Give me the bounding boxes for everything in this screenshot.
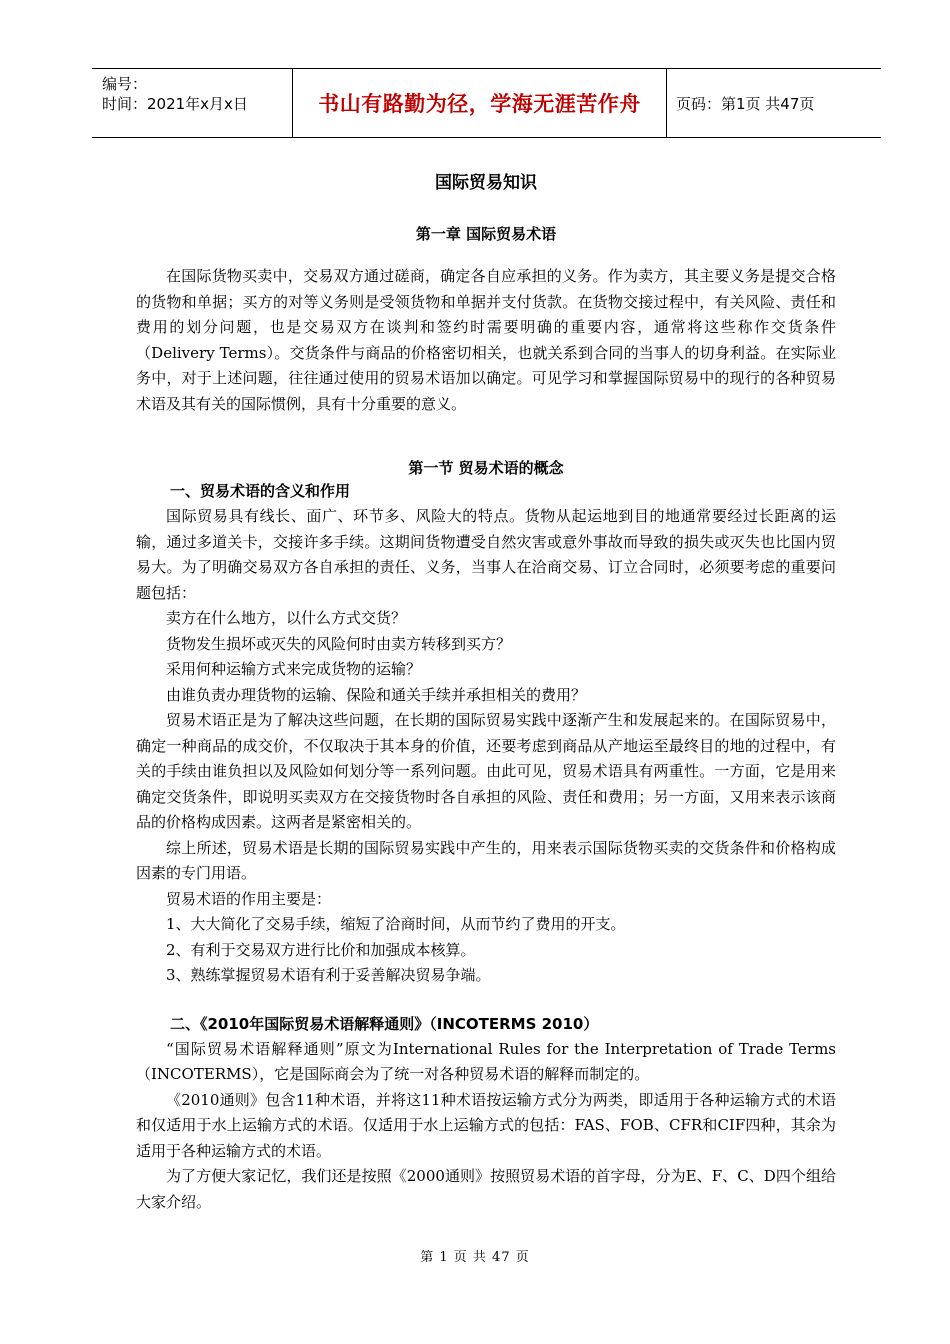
paragraph: 《2010通则》包含11种术语，并将这11种术语按运输方式分为两类，即适用于各种运输方式的术语和仅适用于水上运输方式的术语。仅适用于水上运输方式的包括：FAS、FOB、CFR和CIF四种，其余为适用于各种运输方式的术语。 <box>136 1090 836 1160</box>
document-title: 国际贸易知识 <box>435 173 537 193</box>
list-item: 1、大大简化了交易手续，缩短了洽商时间，从而节约了费用的开支。 <box>166 915 626 933</box>
question-item: 卖方在什么地方，以什么方式交货？ <box>166 609 407 627</box>
paragraph: 为了方便大家记忆，我们还是按照《2000通则》按照贸易术语的首字母，分为E、F、C、D四个组给大家介绍。 <box>136 1167 836 1211</box>
paragraph: 国际贸易具有线长、面广、环节多、风险大的特点。货物从起运地到目的地通常要经过长距离的运输，通过多道关卡，交接许多手续。这期间货物遭受自然灾害或意外事故而导致的损失或灭失也比国内贸易大。为了明确交易双方各自承担的责任、义务，当事人在洽商交易、订立合同时，必须要考虑的重要问题包括： <box>136 507 836 602</box>
subheading-2: 二、《2010年国际贸易术语解释通则》（INCOTERMS 2010） <box>170 1014 599 1033</box>
paragraph: “国际贸易术语解释通则”原文为International Rules for the Interpretation of Trade Terms（INCOTERMS），它是国际商会为了统一对各种贸易术语的解释而制定的。 <box>136 1039 836 1083</box>
list-item: 3、熟练掌握贸易术语有利于妥善解决贸易争端。 <box>166 966 491 984</box>
paragraph: 贸易术语正是为了解决这些问题，在长期的国际贸易实践中逐渐产生和发展起来的。在国际贸易中，确定一种商品的成交价，不仅取决于其本身的价值，还要考虑到商品从产地运至最终目的地的过程中，有关的手续由谁负担以及风险如何划分等一系列问题。由此可见，贸易术语具有两重性。一方面，它是用来确定交货条件，即说明买卖双方在交接货物时各自承担的风险、责任和费用；另一方面，又用来表示该商品的价格构成因素。这两者是紧密相关的。 <box>136 711 836 831</box>
page-footer: 第 1 页 共 47 页 <box>420 1250 530 1265</box>
question-item: 采用何种运输方式来完成货物的运输？ <box>166 660 422 678</box>
header-left-cell <box>92 69 292 137</box>
motto-text: 书山有路勤为径，学海无涯苦作舟 <box>318 92 641 116</box>
question-item: 货物发生损坏或灭失的风险何时由卖方转移到买方？ <box>166 634 512 653</box>
subheading-1: 一、贸易术语的含义和作用 <box>170 482 351 500</box>
number-label: 编号： <box>102 75 148 93</box>
paragraph: 贸易术语的作用主要是： <box>166 889 332 908</box>
intro-paragraph: 在国际货物买卖中，交易双方通过磋商，确定各自应承担的义务。作为卖方，其主要义务是提交合格的货物和单据；买方的对等义务则是受领货物和单据并支付货款。在货物交接过程中，有关风险、责任和费用的划分问题，也是交易双方在谈判和签约时需要明确的重要内容，通常将这些称作交货条件（Delivery Terms）。交货条件与商品的价格密切相关，也就关系到合同的当事人的切身利益。在实际业务中，对于上述问题，往往通过使用的贸易术语加以确定。可见学习和掌握国际贸易中的现行的各种贸易术语及其有关的国际惯例，具有十分重要的意义。 <box>136 267 836 413</box>
chapter-heading: 第一章 国际贸易术语 <box>415 225 557 243</box>
header-motto-cell <box>292 69 667 137</box>
list-item: 2、有利于交易双方进行比价和加强成本核算。 <box>166 940 476 959</box>
document-body <box>136 168 836 1215</box>
header-table <box>92 68 881 138</box>
page-code: 页码：第1页 共47页 <box>676 94 815 113</box>
header-page-cell <box>666 69 881 137</box>
question-item: 由谁负责办理货物的运输、保险和通关手续并承担相关的费用？ <box>166 685 587 704</box>
time-label: 时间：2021年x月x日 <box>102 95 248 113</box>
paragraph: 综上所述，贸易术语是长期的国际贸易实践中产生的，用来表示国际货物买卖的交货条件和价格构成因素的专门用语。 <box>136 838 836 882</box>
section-heading: 第一节 贸易术语的概念 <box>408 459 564 477</box>
